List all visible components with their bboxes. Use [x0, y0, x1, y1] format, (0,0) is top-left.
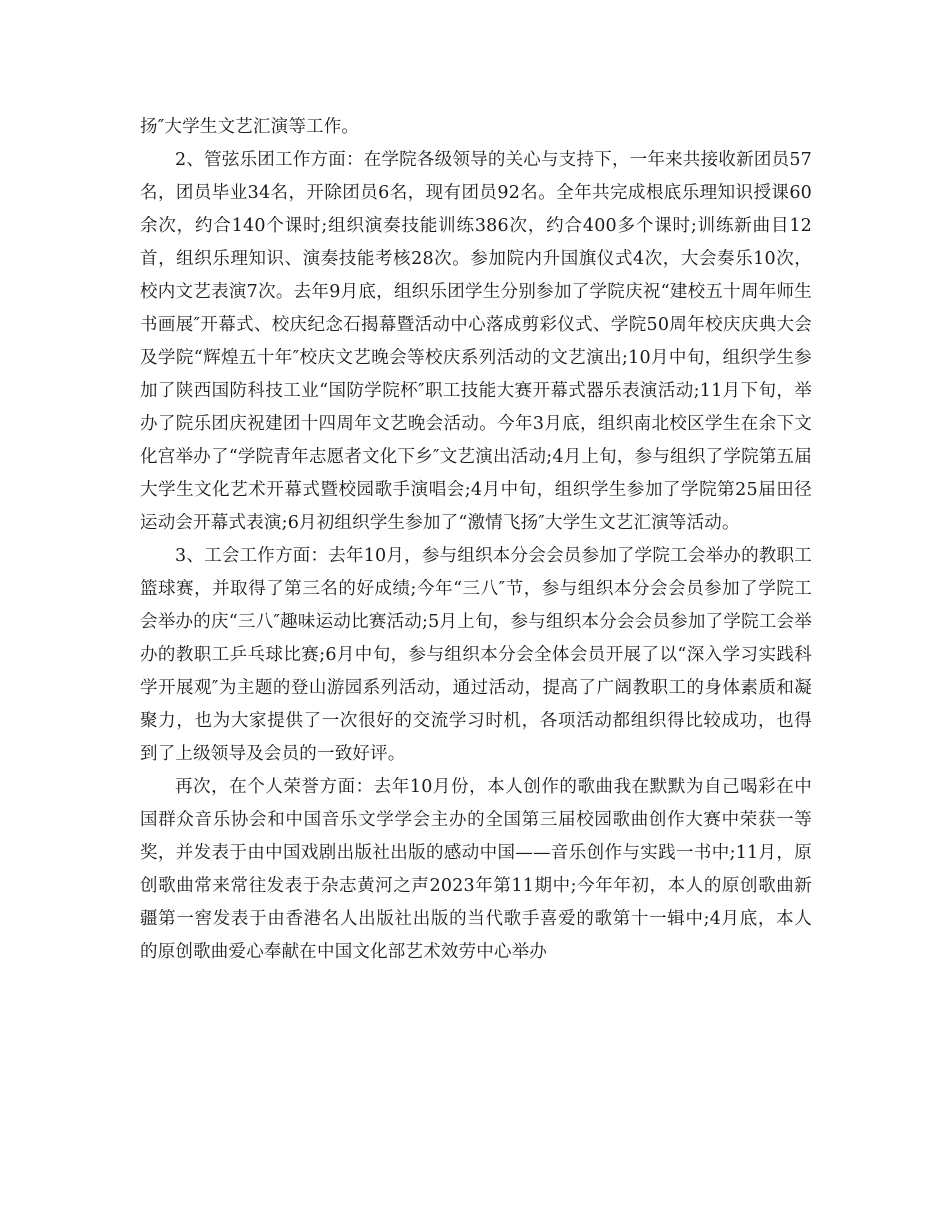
paragraph-union-work: 3、工会工作方面：去年10月，参与组织本分会会员参加了学院工会举办的教职工篮球赛，并取得了第三名的好成绩;今年“三八″节，参与组织本分会会员参加了学院工会举办的庆“三八″趣味运动比赛活动;5月上旬，参与组织本分会会员参加了学院工会举办的教职工乒乓球比赛;6月中旬，参与组织本分会全体会员开展了以“深入学习实践科学开展观″为主题的登山游园系列活动，通过活动，提高了广阔教职工的身体素质和凝聚力，也为大家提供了一次很好的交流学习时机，各项活动都组织得比较成功，也得到了上级领导及会员的一致好评。 — [140, 546, 812, 764]
paragraph-orchestra-work: 2、管弦乐团工作方面：在学院各级领导的关心与支持下，一年来共接收新团员57名，团员毕业34名，开除团员6名，现有团员92名。全年共完成根底乐理知识授课60余次，约合140个课时;组织演奏技能训练386次，约合400多个课时;训练新曲目12首，组织乐理知识、演奏技能考核28次。参加院内升国旗仪式4次，大会奏乐10次，校内文艺表演7次。去年9月底，组织乐团学生分别参加了学院庆祝“建校五十周年师生书画展″开幕式、校庆纪念石揭幕暨活动中心落成剪彩仪式、学院50周年校庆庆典大会及学院“辉煌五十年″校庆文艺晚会等校庆系列活动的文艺演出;10月中旬，组织学生参加了陕西国防科技工业“国防学院杯″职工技能大赛开幕式器乐表演活动;11月下旬，举办了院乐团庆祝建团十四周年文艺晚会活动。今年3月底，组织南北校区学生在余下文化宫举办了“学院青年志愿者文化下乡″文艺演出活动;4月上旬，参与组织了学院第五届大学生文化艺术开幕式暨校园歌手演唱会;4月中旬，组织学生参加了学院第25届田径运动会开幕式表演;6月初组织学生参加了“激情飞扬″大学生文艺汇演等活动。 — [140, 150, 812, 533]
paragraph-continuation: 扬″大学生文艺汇演等工作。 — [140, 117, 360, 137]
body-text — [140, 111, 812, 969]
paragraph-personal-honors: 再次，在个人荣誉方面：去年10月份，本人创作的歌曲我在默默为自己喝彩在中国群众音乐协会和中国音乐文学学会主办的全国第三届校园歌曲创作大赛中荣获一等奖，并发表于由中国戏剧出版社出版的感动中国——音乐创作与实践一书中;11月，原创歌曲常来常往发表于杂志黄河之声2023年第11期中;今年年初，本人的原创歌曲新疆第一窖发表于由香港名人出版社出版的当代歌手喜爱的歌第十一辑中;4月底，本人的原创歌曲爱心奉献在中国文化部艺术效劳中心举办 — [140, 777, 812, 962]
